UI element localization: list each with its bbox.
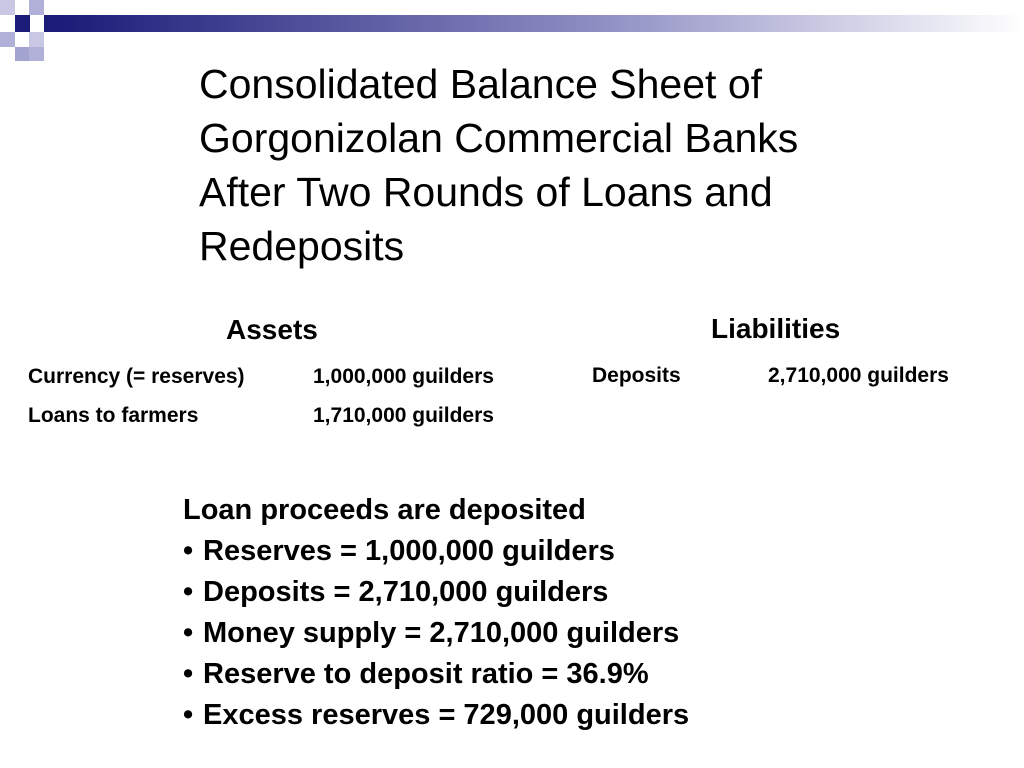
deco-square xyxy=(29,32,44,47)
gradient-bar xyxy=(58,15,1024,32)
bullet-item xyxy=(183,572,983,613)
bullet-text: Reserves = 1,000,000 guilders xyxy=(203,535,615,567)
bullet-text: Money supply = 2,710,000 guilders xyxy=(203,617,680,649)
title-line: Consolidated Balance Sheet of xyxy=(199,61,763,107)
header-decoration xyxy=(0,0,1024,64)
deco-square xyxy=(0,0,15,15)
liability-label: Deposits xyxy=(592,364,681,387)
bullet-dot-icon: • xyxy=(183,658,194,690)
title-line: After Two Rounds of Loans and xyxy=(199,169,773,215)
bullet-item xyxy=(183,531,983,572)
deco-square xyxy=(44,0,58,15)
deco-square xyxy=(0,15,15,32)
title-line: Redeposits xyxy=(199,223,405,269)
deco-square xyxy=(29,0,44,15)
slide-title xyxy=(199,57,959,273)
bullet-text: Reserve to deposit ratio = 36.9% xyxy=(203,658,649,690)
bullet-dot-icon: • xyxy=(183,699,194,731)
bullet-item xyxy=(183,695,983,736)
deco-square xyxy=(15,47,30,61)
bullet-dot-icon: • xyxy=(183,576,194,608)
bullet-item xyxy=(183,613,983,654)
notes-heading: Loan proceeds are deposited xyxy=(183,494,586,526)
title-line: Gorgonizolan Commercial Banks xyxy=(199,115,799,161)
deco-square xyxy=(29,47,44,61)
bullet-item xyxy=(183,654,983,695)
assets-heading: Assets xyxy=(226,314,318,345)
deco-square xyxy=(44,15,58,32)
deco-square xyxy=(15,15,30,32)
bullet-dot-icon: • xyxy=(183,617,194,649)
bullet-text: Excess reserves = 729,000 guilders xyxy=(203,699,690,731)
bullet-dot-icon: • xyxy=(183,535,194,567)
deco-square xyxy=(15,0,29,15)
asset-label: Loans to farmers xyxy=(28,404,199,427)
liabilities-heading: Liabilities xyxy=(711,313,841,344)
asset-value: 1,000,000 guilders xyxy=(313,365,494,388)
asset-value: 1,710,000 guilders xyxy=(313,404,494,427)
deco-square xyxy=(0,32,15,47)
bullet-text: Deposits = 2,710,000 guilders xyxy=(203,576,609,608)
asset-label: Currency (= reserves) xyxy=(28,365,245,388)
liability-value: 2,710,000 guilders xyxy=(768,364,949,387)
notes-block xyxy=(183,490,983,736)
